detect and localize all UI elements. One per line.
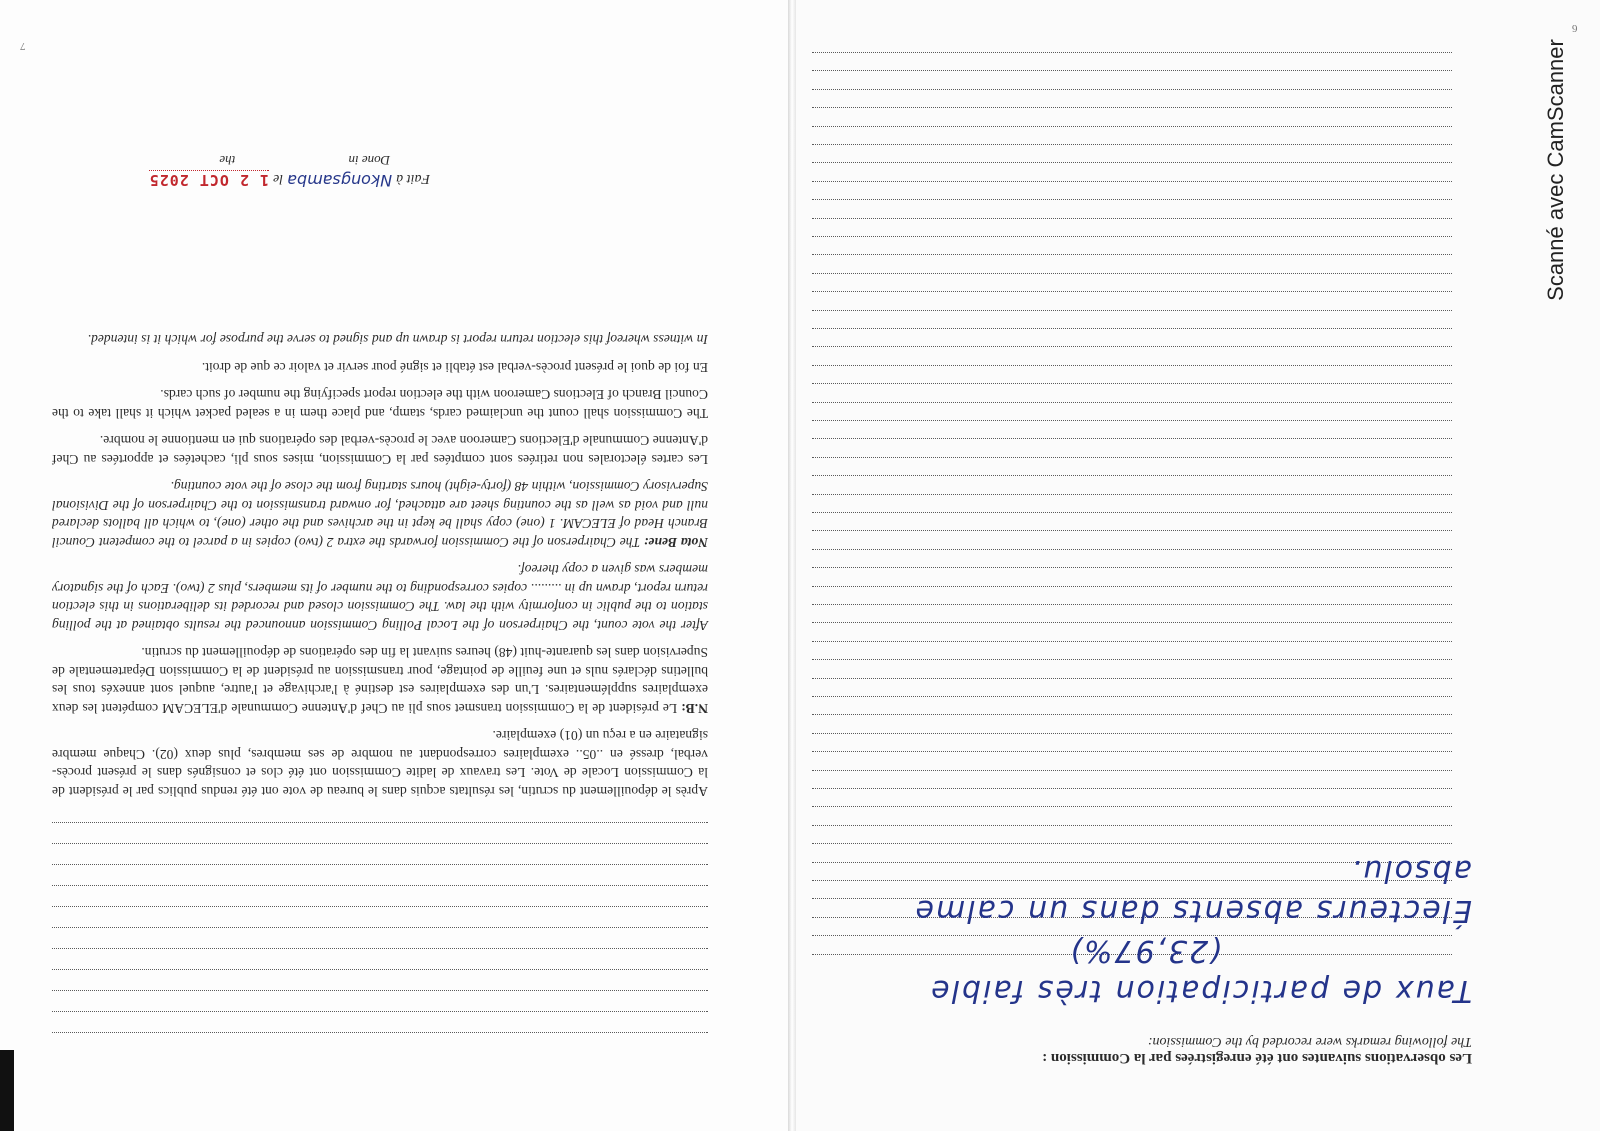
place-handwritten: Nkongsamba xyxy=(287,171,393,190)
dotted-line xyxy=(812,70,1452,71)
dotted-line xyxy=(812,788,1452,789)
dotted-line xyxy=(52,843,708,844)
dotted-line xyxy=(52,948,708,949)
handwriting-line: Taux de participation très faible xyxy=(929,973,1472,1008)
dotted-line xyxy=(812,586,1452,587)
dotted-line xyxy=(812,162,1452,163)
le-label: le xyxy=(273,171,284,186)
dotted-line xyxy=(812,273,1452,274)
dotted-line xyxy=(812,420,1452,421)
dotted-line xyxy=(812,457,1452,458)
dotted-line xyxy=(812,52,1452,53)
dotted-line xyxy=(52,864,708,865)
dotted-line xyxy=(812,530,1452,531)
dotted-line xyxy=(812,843,1452,844)
right-page-dotted-lines xyxy=(812,40,1472,970)
the-label: the xyxy=(219,153,236,168)
dotted-line xyxy=(52,1032,708,1033)
dotted-line xyxy=(812,365,1452,366)
dotted-line xyxy=(812,199,1452,200)
dotted-line xyxy=(812,328,1452,329)
dotted-line xyxy=(812,402,1452,403)
dotted-line xyxy=(812,89,1452,90)
dotted-line xyxy=(812,770,1452,771)
dotted-line xyxy=(812,291,1452,292)
paragraph-fr-apres: Après le dépouillement du scrutin, les résultats acquis dans le bureau de vote ont été rendus publics par le président de la Commission Locale de Vote. Les travaux de ladite Commission ont été clos et consignés dans le présent procès-verbal, dressé en ..05.. exemplaires correspondant au nombre de ses membres, plus deux (02). Chaque membre signataire en a reçu un (01) exemplaire. xyxy=(52,728,708,799)
handwriting-line: Électeurs absents dans un calme xyxy=(913,893,1472,928)
done-in-block xyxy=(70,130,430,190)
dotted-line xyxy=(812,806,1452,807)
left-page-text xyxy=(52,160,708,800)
dotted-line xyxy=(52,927,708,928)
dotted-line xyxy=(812,438,1452,439)
dotted-line xyxy=(812,825,1452,826)
dotted-line xyxy=(812,346,1452,347)
book-gutter xyxy=(788,0,796,1131)
dotted-line xyxy=(52,885,708,886)
done-in-label: Done in xyxy=(348,153,390,168)
dotted-line xyxy=(52,990,708,991)
dotted-line xyxy=(812,236,1452,237)
dotted-line xyxy=(52,1011,708,1012)
dotted-line xyxy=(52,969,708,970)
dotted-line xyxy=(812,567,1452,568)
dotted-line xyxy=(812,733,1452,734)
paragraph-fr-cartes: Les cartes électorales non retirées sont comptées par la Commission, mises sous pli, cachetées et apportées au Chef d'Antenne Communale d'Elections Cameroon avec le procès-verbal des opérations qui en mentionne le nombre. xyxy=(52,433,708,467)
handwriting-line: (23,97%) xyxy=(1068,933,1222,968)
page-number-right: 6 xyxy=(1572,22,1578,34)
dotted-line xyxy=(812,512,1452,513)
dotted-line xyxy=(812,641,1452,642)
dotted-line xyxy=(812,218,1452,219)
dotted-line xyxy=(812,107,1452,108)
paragraph-en-after: After the vote count, the Chairperson of the Local Polling Commission announced the results obtained at the polling station to the public in conformity with the law. The Commission closed and recorded its deliberations in this election return report, drawn up in ......... copies corresponding to the number of its members, plus 2 (two). Each of the signatory members was given a copy thereof. xyxy=(52,562,708,633)
handwriting-line: absolu. xyxy=(1349,853,1472,888)
dotted-line xyxy=(812,678,1452,679)
date-stamp: 1 2 OCT 2025 xyxy=(148,171,270,189)
observations-en: The following remarks were recorded by the Commission: xyxy=(1147,1034,1472,1049)
dotted-line xyxy=(812,126,1452,127)
dotted-line xyxy=(812,475,1452,476)
dotted-line xyxy=(52,906,708,907)
paragraph-en-nota: Nota Bene: The Chairperson of the Commission forwards the extra 2 (two) copies in a parcel to the competent Council Branch Head of ELECAM. 1 (one) copy shall be kept in the archives and the other (one), to which all ballots declared null and void as well as the counting sheet are attached, for onward transmission to the Chairperson of the Divisional Supervisory Commission, within 48 (forty-eight) hours starting from the close of the vote counting. xyxy=(52,479,708,550)
done-row xyxy=(70,152,430,168)
dotted-line xyxy=(812,751,1452,752)
paragraph-en-witness: In witness whereof this election return report is drawn up and signed to serve the purpose for which it is intended. xyxy=(87,332,708,348)
handwritten-remarks xyxy=(812,853,1472,1010)
page-number-left: 7 xyxy=(20,40,26,52)
dotted-line xyxy=(812,494,1452,495)
dotted-line xyxy=(812,254,1452,255)
dotted-line xyxy=(812,604,1452,605)
watermark-text: Scanné avec CamScanner xyxy=(1543,39,1568,301)
dotted-line xyxy=(52,822,708,823)
dotted-line xyxy=(812,696,1452,697)
paragraph-fr-nb: N.B: Le président de la Commission transmet sous pli au Chef d'Antenne Communale d'ELECAM compétent les deux exemplaires supplémentaires. L'un des exemplaires est destiné à l'archivage et l'autre, auquel sont annexés tous les bulletins déclarés nuls et une feuille de pointage, pour transmission au président de la Commission Départementale de Supervision dans les quarante-huit (48) heures suivant la fin des opérations de dépouillement du scrutin. xyxy=(52,645,708,716)
left-page-dotted-lines xyxy=(52,805,708,1045)
dotted-line xyxy=(812,383,1452,384)
dotted-line xyxy=(812,181,1452,182)
observations-heading xyxy=(812,1010,1472,1066)
dotted-line xyxy=(812,659,1452,660)
camscanner-watermark xyxy=(1540,20,1572,320)
dotted-line xyxy=(812,310,1452,311)
fait-a-label: Fait à xyxy=(396,171,430,186)
fait-row xyxy=(70,170,430,190)
dotted-line xyxy=(812,549,1452,550)
dotted-line xyxy=(812,714,1452,715)
observations-fr: Les observations suivantes ont été enregistrées par la Commission : xyxy=(1042,1050,1472,1066)
scan-shadow xyxy=(0,1050,14,1131)
paragraph-fr-foi: En foi de quoi le présent procès-verbal est établi et signé pour servir et valoir ce que de droit. xyxy=(201,360,708,375)
dotted-line xyxy=(812,622,1452,623)
dotted-line xyxy=(812,144,1452,145)
paragraph-en-commission: The Commission shall count the unclaimed cards, stamp, and place them in a sealed packet which it shall take to the Council Branch of Elections Cameroon with the election report specifying the number of such cards. xyxy=(52,387,708,421)
